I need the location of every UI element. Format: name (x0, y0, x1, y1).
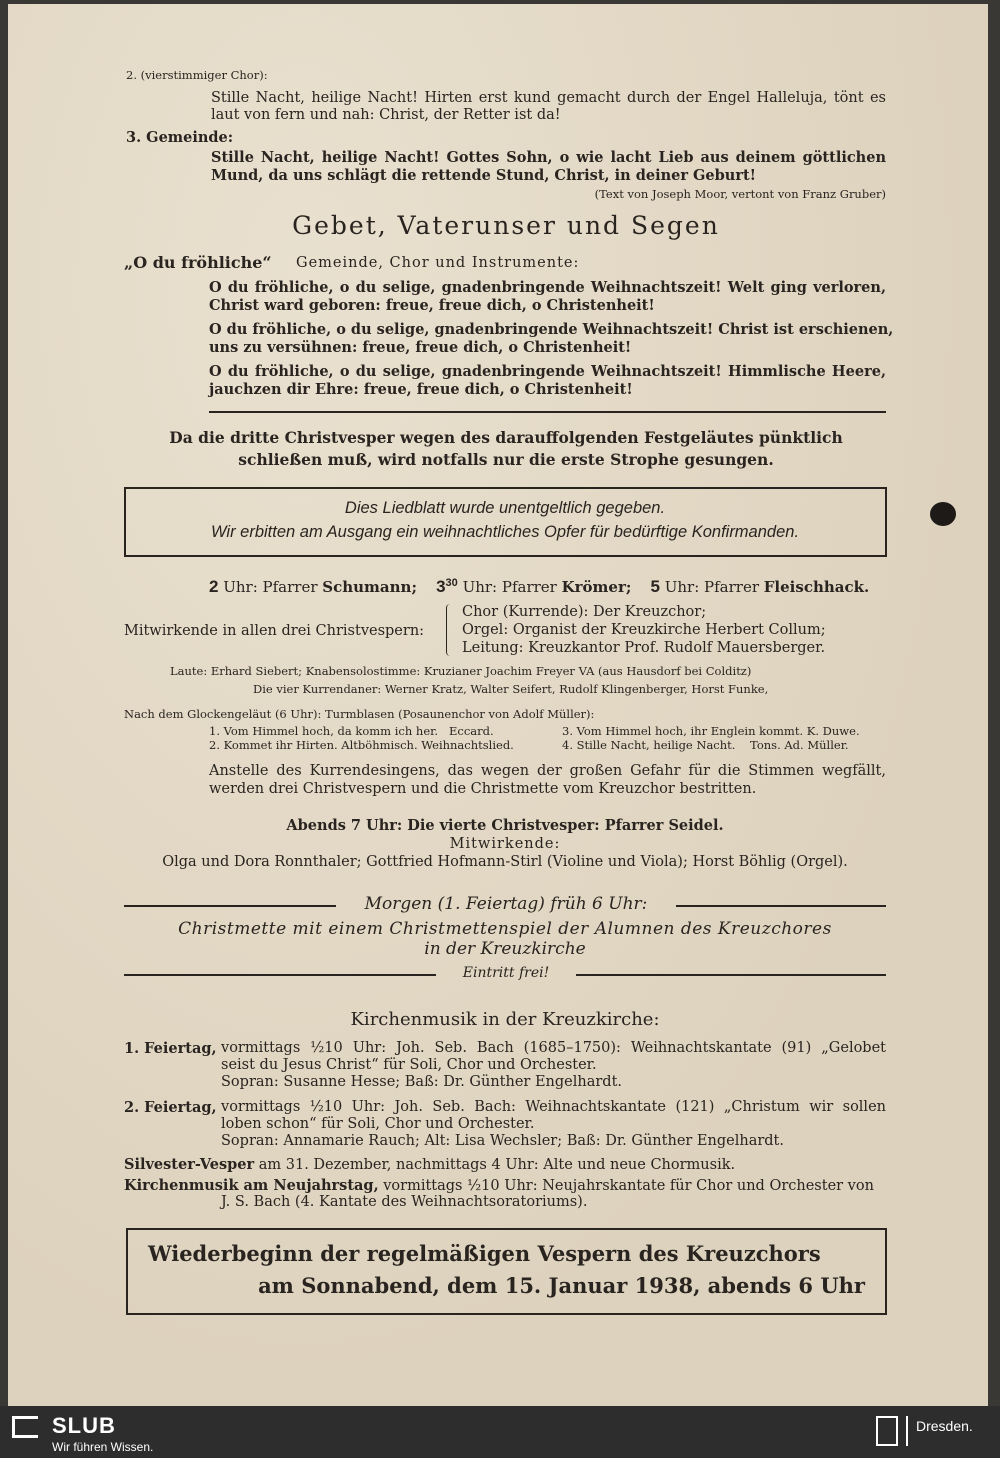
hymn-verse-line: O du fröhliche, o du selige, gnadenbringende Weihnachtszeit! Christ ist erschienen, (209, 321, 894, 338)
evening-title: Abends 7 Uhr: Die vierte Christvesper: Pfarrer Seidel. (286, 817, 724, 834)
neujahr-label: Kirchenmusik am Neujahrstag, (124, 1177, 379, 1194)
turmblasen-item: 2. Kommet ihr Hirten. Altböhmisch. Weihnachtslied. (209, 738, 514, 752)
entry-label: 2. Feiertag, (124, 1099, 217, 1116)
divider (209, 411, 886, 413)
pastor-name: Schumann; (322, 578, 417, 596)
turmblasen-item: 4. Stille Nacht, heilige Nacht. Tons. Ad. Müller. (562, 738, 849, 752)
verse2-line: laut von fern und nah: Christ, der Retter ist da! (211, 107, 561, 123)
donation-line: Dies Liedblatt wurde unentgeltlich gegeben. (344, 499, 666, 517)
time-label: Uhr: Pfarrer (457, 578, 562, 596)
brace (446, 604, 452, 656)
hymn-performers: Gemeinde, Chor und Instrumente: (296, 255, 580, 271)
laute-line: Laute: Erhard Siebert; Knabensolostimme: Kruzianer Joachim Freyer VA (aus Hausdorf bei Colditz) (170, 664, 752, 678)
silvester-line (124, 1155, 735, 1175)
participant-line: Leitung: Kreuzkantor Prof. Rudolf Mauersberger. (462, 640, 826, 656)
verse2-label: 2. (vierstimmiger Chor): (126, 68, 268, 82)
time-hour: 3 (436, 577, 446, 596)
participant-line: Chor (Kurrende): Der Kreuzchor; (462, 604, 707, 620)
neujahr-text: vormittags ½10 Uhr: Neujahrskantate für Chor und Orchester von (378, 1178, 874, 1194)
hymn-verse-line: O du fröhliche, o du selige, gnadenbringende Weihnachtszeit! Himmlische Heere, (209, 363, 886, 380)
mette-line: Christmette mit einem Christmettenspiel der Alumnen des Kreuzchores (178, 919, 832, 939)
divider (124, 974, 436, 976)
time-hour: 5 (650, 577, 660, 596)
time-minutes: 30 (445, 577, 458, 589)
participant-line: Orgel: Organist der Kreuzkirche Herbert Collum; (462, 622, 826, 638)
neujahr-line2: J. S. Bach (4. Kantate des Weihnachtsoratoriums). (221, 1194, 588, 1210)
kirchenmusik-title: Kirchenmusik in der Kreuzkirche: (350, 1009, 660, 1030)
divider (124, 905, 336, 907)
hymn-verse-line: O du fröhliche, o du selige, gnadenbringende Weihnachtszeit! Welt ging verloren, (209, 279, 886, 296)
vesper-times (209, 574, 869, 597)
punch-hole (930, 502, 956, 526)
divider (676, 905, 886, 907)
entry-line: vormittags ½10 Uhr: Joh. Seb. Bach (1685–1750): Weihnachtskantate (91) „Gelobet (221, 1040, 886, 1056)
turmblasen-intro: Nach dem Glockengeläut (6 Uhr): Turmblasen (Posaunenchor von Adolf Müller): (124, 707, 595, 721)
entry-line: vormittags ½10 Uhr: Joh. Seb. Bach: Weihnachtskantate (121) „Christum wir sollen (221, 1099, 886, 1115)
entry-label: 1. Feiertag, (124, 1040, 217, 1057)
donation-box (124, 487, 887, 557)
entry-line: loben schon“ für Soli, Chor und Orchester. (221, 1116, 535, 1132)
mette-head: Morgen (1. Feiertag) früh 6 Uhr: (364, 894, 648, 914)
hymn-title: „O du fröhliche“ (124, 253, 272, 272)
slub-tagline: Wir führen Wissen. (52, 1440, 154, 1454)
hymn-verse-line: uns zu versühnen: freue, freue dich, o Christenheit! (209, 339, 632, 356)
notice-line: Da die dritte Christvesper wegen des darauffolgenden Festgeläutes pünktlich (169, 428, 843, 447)
divider (576, 974, 886, 976)
final-line: am Sonnabend, dem 15. Januar 1938, abends 6 Uhr (258, 1273, 865, 1298)
slub-brand: SLUB (52, 1413, 116, 1438)
silvester-text: am 31. Dezember, nachmittags 4 Uhr: Alte und neue Chormusik. (254, 1157, 736, 1173)
entry-line: Sopran: Annamarie Rauch; Alt: Lisa Wechsler; Baß: Dr. Günther Engelhardt. (221, 1133, 784, 1149)
silvester-label: Silvester-Vesper (124, 1156, 255, 1173)
verse3-line: Mund, da uns schlägt die rettende Stund, Christ, in deiner Geburt! (211, 167, 757, 184)
hymn-verse-line: Christ ward geboren: freue, freue dich, o Christenheit! (209, 297, 655, 314)
turmblasen-item: 1. Vom Himmel hoch, da komm ich her. Eccard. (209, 724, 494, 738)
donation-line: Wir erbitten am Ausgang ein weihnachtliches Opfer für bedürftige Konfirmanden. (210, 523, 800, 541)
kurrende-note: Anstelle des Kurrendesingens, das wegen der großen Gefahr für die Stimmen wegfällt, (209, 763, 886, 779)
pastor-name: Fleischhack. (763, 578, 870, 596)
dresden-logo: Dresden. (916, 1418, 973, 1434)
participants-label: Mitwirkende in allen drei Christvespern: (124, 623, 425, 639)
notice-line: schließen muß, wird notfalls nur die erste Strophe gesungen. (238, 450, 774, 469)
slub-logo-icon (12, 1416, 38, 1438)
mette-entry: Eintritt frei! (462, 965, 550, 981)
evening-line: Olga und Dora Ronnthaler; Gottfried Hofmann-Stirl (Violine und Viola); Horst Böhlig (Orgel). (162, 854, 848, 870)
time-hour: 2 (209, 577, 219, 596)
mette-line: in der Kreuzkirche (424, 939, 586, 959)
pastor-name: Krömer; (561, 578, 632, 596)
evening-sub: Mitwirkende: (449, 836, 561, 852)
verse3-credit: (Text von Joseph Moor, vertont von Franz Gruber) (594, 187, 886, 201)
final-line: Wiederbeginn der regelmäßigen Vespern des Kreuzchors (148, 1241, 821, 1266)
verse3-line: Stille Nacht, heilige Nacht! Gottes Sohn, o wie lacht Lieb aus deinem göttlichen (211, 149, 886, 166)
entry-line: Sopran: Susanne Hesse; Baß: Dr. Günther Engelhardt. (221, 1074, 623, 1090)
final-box (126, 1228, 887, 1315)
hymn-verse-line: jauchzen dir Ehre: freue, freue dich, o Christenheit! (209, 381, 633, 398)
time-label: Uhr: Pfarrer (218, 578, 323, 596)
verse3-label: 3. Gemeinde: (126, 129, 234, 146)
verse2-line: Stille Nacht, heilige Nacht! Hirten erst kund gemacht durch der Engel Halleluja, tönt es (211, 90, 886, 106)
footer-bar (0, 1406, 1000, 1458)
entry-line: seist du Jesus Christ“ für Soli, Chor und Orchester. (221, 1057, 597, 1073)
time-label: Uhr: Pfarrer (659, 578, 764, 596)
dresden-crest-icon (876, 1416, 898, 1446)
divider (906, 1416, 908, 1446)
section-heading: Gebet, Vaterunser und Segen (292, 211, 720, 240)
turmblasen-item: 3. Vom Himmel hoch, ihr Englein kommt. K. Duwe. (562, 724, 860, 738)
kurrende-note: werden drei Christvespern und die Christmette vom Kreuzchor bestritten. (209, 781, 757, 797)
kurrendaner-line: Die vier Kurrendaner: Werner Kratz, Walter Seifert, Rudolf Klingenberger, Horst Funke, (253, 682, 769, 696)
